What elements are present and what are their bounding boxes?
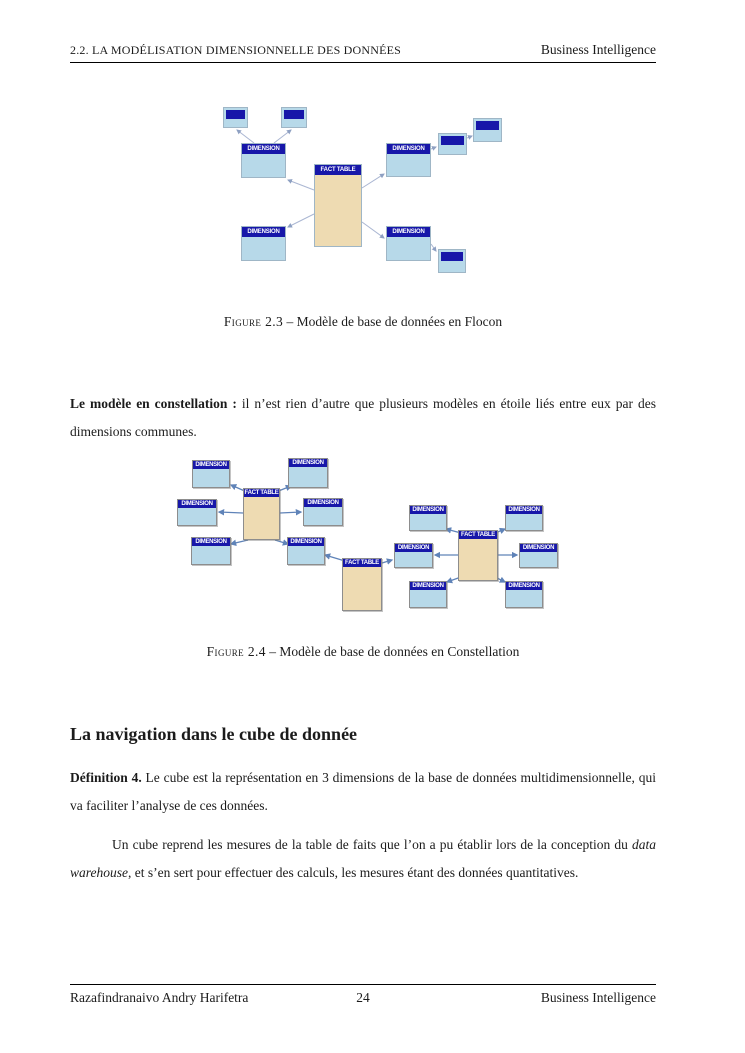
cube-paragraph-part1: Un cube reprend les mesures de la table de faits que l’on a pu établir lors de la conception du	[112, 837, 632, 852]
dimension-label: DIMENSION	[387, 227, 430, 237]
definition-paragraph	[70, 764, 656, 820]
dimension-box	[409, 505, 447, 531]
definition-body: Le cube est la représentation en 3 dimensions de la base de données multidimensionnelle, qui va faciliter l’analyse de ces données.	[70, 770, 656, 813]
relation-arrow	[280, 512, 301, 513]
figure-2-4-constellation-diagram	[172, 452, 564, 614]
figure-2-3-caption-label: Figure 2.3	[223, 314, 284, 329]
dimension-box	[303, 498, 343, 526]
fact-table-box	[342, 558, 382, 611]
sub-dimension-titlebar	[441, 136, 464, 145]
figure-2-3-snowflake-diagram	[218, 92, 501, 286]
dimension-label: DIMENSION	[288, 538, 324, 546]
figure-2-4-caption	[70, 644, 656, 660]
sub-dimension-titlebar	[226, 110, 245, 119]
cube-paragraph-part2: , et s’en sert pour effectuer des calculs, les mesures étant des données quantitatives.	[128, 865, 579, 880]
figure-2-4-caption-text: Modèle de base de données en Constellation	[279, 644, 520, 659]
footer-rule	[70, 984, 656, 985]
fact-table-box	[314, 164, 362, 247]
dimension-label: DIMENSION	[242, 227, 285, 237]
sub-dimension-titlebar	[441, 252, 463, 261]
relation-arrow	[288, 180, 314, 190]
dimension-label: DIMENSION	[192, 538, 230, 546]
dimension-box	[519, 543, 558, 568]
fact-table-label: FACT TABLE	[244, 490, 279, 496]
figure-2-4-caption-label: Figure 2.4	[206, 644, 266, 659]
dimension-label: DIMENSION	[387, 144, 430, 154]
relation-arrow	[362, 222, 384, 238]
relation-arrow	[274, 130, 291, 143]
constellation-body: il n’est rien d’autre que plusieurs modèles en étoile liés entre eux par des dimensions communes.	[70, 396, 656, 439]
constellation-lead: Le modèle en constellation :	[70, 396, 237, 411]
fact-table-label: FACT TABLE	[459, 531, 497, 539]
dimension-box	[409, 581, 447, 608]
constellation-paragraph	[70, 390, 656, 446]
sub-dimension-box	[438, 249, 466, 273]
footer-doc-title: Business Intelligence	[540, 990, 656, 1005]
dimension-box	[241, 143, 286, 178]
dimension-box	[386, 226, 431, 261]
cube-paragraph-italic: data warehouse	[70, 837, 656, 880]
relation-arrow	[219, 512, 243, 513]
dimension-box	[386, 143, 431, 177]
sub-dimension-box	[281, 107, 307, 128]
dimension-label: DIMENSION	[395, 544, 432, 552]
relation-arrow	[288, 214, 314, 227]
sub-dimension-box	[223, 107, 248, 128]
relation-arrow	[237, 130, 254, 143]
dimension-label: DIMENSION	[520, 544, 557, 552]
dimension-box	[177, 499, 217, 526]
dimension-box	[505, 581, 543, 608]
relation-arrow	[362, 174, 384, 188]
relation-arrow	[431, 244, 436, 251]
dimension-label: DIMENSION	[304, 499, 342, 507]
dimension-box	[191, 537, 231, 565]
header-section-title: 2.2. LA MODÉLISATION DIMENSIONNELLE DES DONNÉES	[70, 43, 402, 57]
dimension-box	[241, 226, 286, 261]
header-doc-title: Business Intelligence	[540, 42, 656, 57]
dimension-box	[287, 537, 325, 565]
dimension-label: DIMENSION	[289, 459, 327, 467]
figure-2-4-caption-sep: –	[265, 644, 280, 659]
dimension-label: DIMENSION	[506, 506, 542, 514]
sub-dimension-box	[438, 133, 467, 155]
sub-dimension-titlebar	[476, 121, 499, 130]
figure-2-3-caption	[70, 314, 656, 330]
sub-dimension-box	[473, 118, 502, 142]
section-heading: La navigation dans le cube de donnée	[70, 724, 358, 744]
dimension-box	[505, 505, 543, 531]
dimension-box	[192, 460, 230, 488]
relation-arrow	[467, 136, 472, 138]
dimension-box	[288, 458, 328, 488]
figure-2-3-caption-sep: –	[283, 314, 297, 329]
fact-table-label: FACT TABLE	[343, 559, 381, 567]
dimension-label: DIMENSION	[506, 582, 542, 590]
page-header	[70, 42, 656, 58]
relation-arrow	[231, 540, 248, 544]
dimension-box	[394, 543, 433, 568]
dimension-label: DIMENSION	[410, 582, 446, 590]
cube-paragraph	[70, 831, 656, 887]
relation-arrow	[431, 147, 436, 149]
dimension-label: DIMENSION	[242, 144, 285, 154]
dimension-label: DIMENSION	[193, 461, 229, 469]
header-rule	[70, 62, 656, 63]
relation-arrow	[382, 560, 392, 563]
sub-dimension-titlebar	[284, 110, 304, 119]
figure-2-3-caption-text: Modèle de base de données en Flocon	[296, 314, 503, 329]
footer-author: Razafindranaivo Andry Harifetra	[70, 990, 249, 1005]
fact-table-box	[243, 488, 280, 540]
fact-table-label: FACT TABLE	[315, 165, 361, 175]
page-footer	[70, 990, 656, 1006]
definition-lead: Définition 4.	[70, 770, 142, 785]
dimension-label: DIMENSION	[410, 506, 446, 514]
fact-table-box	[458, 530, 498, 581]
footer-page-number: 24	[356, 990, 370, 1005]
dimension-label: DIMENSION	[178, 500, 216, 508]
